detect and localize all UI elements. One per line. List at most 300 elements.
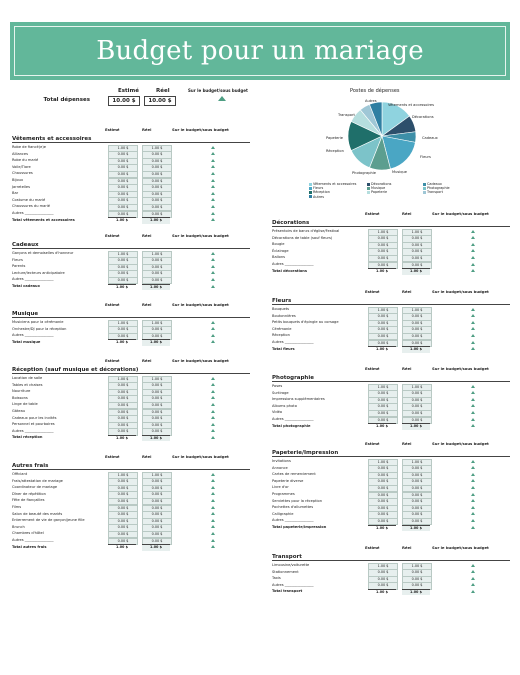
estime-cell[interactable]: 0.00 $ xyxy=(108,333,138,341)
estime-cell[interactable]: 0.00 $ xyxy=(108,395,138,403)
estime-cell[interactable]: 0.00 $ xyxy=(368,403,398,411)
reel-cell[interactable]: 0.00 $ xyxy=(142,382,172,390)
total-reel: 1.00 $ xyxy=(402,589,430,596)
table-row xyxy=(12,497,250,504)
table-row xyxy=(272,491,510,498)
table-row xyxy=(272,458,510,465)
estime-cell[interactable]: 0.00 $ xyxy=(108,264,138,272)
col-header-sur-sous: Sur le budget/sous budget xyxy=(432,441,489,446)
reel-cell[interactable]: 0.00 $ xyxy=(142,524,172,532)
reel-cell[interactable]: 0.00 $ xyxy=(402,390,432,398)
section-divider xyxy=(12,373,250,374)
status-up-icon xyxy=(211,152,215,155)
status-up-icon xyxy=(211,278,215,281)
row-label: Tables et chaises xyxy=(12,382,43,387)
estime-cell[interactable]: 1.00 $ xyxy=(368,384,398,392)
status-up-icon xyxy=(471,243,475,246)
estime-cell[interactable]: 0.00 $ xyxy=(108,428,138,436)
estime-cell[interactable]: 0.00 $ xyxy=(108,158,138,166)
table-row xyxy=(12,184,250,191)
table-row xyxy=(12,197,250,204)
status-up-icon xyxy=(211,321,215,324)
estime-cell[interactable]: 0.00 $ xyxy=(108,389,138,397)
row-label: Costume du marié xyxy=(12,197,46,202)
total-label: Total décorations xyxy=(272,268,307,273)
row-label: Taxis xyxy=(272,576,281,581)
estime-cell[interactable]: 0.00 $ xyxy=(108,538,138,546)
estime-cell[interactable]: 0.00 $ xyxy=(108,326,138,334)
reel-cell[interactable]: 0.00 $ xyxy=(142,257,172,265)
total-row xyxy=(12,283,250,290)
reel-cell[interactable]: 0.00 $ xyxy=(142,538,172,546)
estime-cell[interactable]: 0.00 $ xyxy=(108,409,138,417)
row-label: Bougie xyxy=(272,242,285,247)
legend-swatch xyxy=(423,191,426,194)
legend-label: Photographie xyxy=(427,186,450,191)
estime-cell[interactable]: 0.00 $ xyxy=(368,313,398,321)
estime-cell[interactable]: 0.00 $ xyxy=(368,255,398,263)
table-row xyxy=(12,491,250,498)
reel-cell[interactable]: 0.00 $ xyxy=(402,511,432,519)
table-row xyxy=(12,408,250,415)
status-up-icon xyxy=(211,334,215,337)
reel-cell[interactable]: 0.00 $ xyxy=(402,333,432,341)
estime-cell[interactable]: 0.00 $ xyxy=(368,397,398,405)
estime-cell[interactable]: 0.00 $ xyxy=(108,498,138,506)
estime-cell[interactable]: 0.00 $ xyxy=(368,340,398,348)
reel-cell[interactable]: 0.00 $ xyxy=(402,518,432,526)
legend-swatch xyxy=(423,187,426,190)
row-label: Orchestre/DJ pour la réception xyxy=(12,326,67,331)
reel-cell[interactable]: 0.00 $ xyxy=(142,389,172,397)
row-label: Autres ________________ xyxy=(272,262,314,266)
col-header-reel: Réel xyxy=(142,454,152,459)
reel-cell[interactable]: 0.00 $ xyxy=(402,403,432,411)
status-up-icon xyxy=(471,570,475,573)
col-header-sur-sous: Sur le budget/sous budget xyxy=(172,454,229,459)
status-up-icon xyxy=(471,460,475,463)
status-up-icon xyxy=(471,493,475,496)
status-up-icon xyxy=(471,321,475,324)
estime-cell[interactable]: 0.00 $ xyxy=(368,248,398,256)
col-header-estime: Estimé xyxy=(105,302,120,307)
reel-cell[interactable]: 0.00 $ xyxy=(142,415,172,423)
col-header-reel: Réel xyxy=(402,211,412,216)
reel-cell[interactable]: 0.00 $ xyxy=(402,340,432,348)
table-row xyxy=(12,401,250,408)
reel-cell[interactable]: 0.00 $ xyxy=(142,498,172,506)
reel-cell[interactable]: 0.00 $ xyxy=(402,465,432,473)
status-up-icon xyxy=(211,545,215,548)
reel-cell[interactable]: 0.00 $ xyxy=(142,151,172,159)
table-row xyxy=(12,177,250,184)
status-up-icon xyxy=(211,390,215,393)
reel-cell[interactable]: 0.00 $ xyxy=(142,158,172,166)
col-header-sur-sous: Sur le budget/sous budget xyxy=(432,211,489,216)
reel-cell[interactable]: 0.00 $ xyxy=(142,422,172,430)
status-up-icon xyxy=(211,532,215,535)
table-row xyxy=(12,144,250,151)
reel-cell[interactable]: 0.00 $ xyxy=(402,485,432,493)
estime-cell[interactable]: 0.00 $ xyxy=(108,518,138,526)
table-row xyxy=(12,382,250,389)
status-up-icon xyxy=(211,410,215,413)
col-header-reel: Réel xyxy=(402,545,412,550)
estime-cell[interactable]: 0.00 $ xyxy=(108,415,138,423)
status-up-icon xyxy=(471,583,475,586)
table-row xyxy=(12,375,250,382)
estime-cell[interactable]: 0.00 $ xyxy=(108,164,138,172)
status-up-icon xyxy=(211,486,215,489)
legend-label: Transport xyxy=(427,190,443,195)
reel-cell[interactable]: 0.00 $ xyxy=(402,326,432,334)
total-label: Total fleurs xyxy=(272,346,295,351)
table-row xyxy=(272,471,510,478)
row-label: Alliances xyxy=(12,151,28,156)
estime-cell[interactable]: 0.00 $ xyxy=(368,465,398,473)
estime-cell[interactable]: 0.00 $ xyxy=(368,235,398,243)
table-row xyxy=(12,257,250,264)
col-header-estime: Estimé xyxy=(105,454,120,459)
estime-cell[interactable]: 0.00 $ xyxy=(368,326,398,334)
estime-cell[interactable]: 0.00 $ xyxy=(368,410,398,418)
estime-cell[interactable]: 0.00 $ xyxy=(368,320,398,328)
estime-cell[interactable]: 0.00 $ xyxy=(108,151,138,159)
status-up-icon xyxy=(471,341,475,344)
table-row xyxy=(12,471,250,478)
reel-cell[interactable]: 0.00 $ xyxy=(402,255,432,263)
table-row xyxy=(12,151,250,158)
summary-total-reel[interactable]: 10.00 $ xyxy=(144,96,176,106)
estime-cell[interactable]: 0.00 $ xyxy=(108,485,138,493)
reel-cell[interactable]: 0.00 $ xyxy=(142,264,172,272)
estime-cell[interactable]: 0.00 $ xyxy=(368,511,398,519)
row-label: Autres ________________ xyxy=(272,417,314,421)
summary-total-estime[interactable]: 10.00 $ xyxy=(108,96,140,106)
reel-cell[interactable]: 0.00 $ xyxy=(142,164,172,172)
estime-cell[interactable]: 1.00 $ xyxy=(368,563,398,571)
reel-cell[interactable]: 0.00 $ xyxy=(142,197,172,205)
table-row xyxy=(12,157,250,164)
estime-cell[interactable]: 0.00 $ xyxy=(368,569,398,577)
estime-cell[interactable]: 0.00 $ xyxy=(108,178,138,186)
estime-cell[interactable]: 0.00 $ xyxy=(108,204,138,212)
summary-block xyxy=(40,88,270,108)
reel-cell[interactable]: 0.00 $ xyxy=(402,417,432,425)
row-label: Lecture/lecteurs anticipatoire xyxy=(12,270,65,275)
status-up-icon xyxy=(211,185,215,188)
row-label: Éclairage xyxy=(272,248,289,253)
table-row xyxy=(272,484,510,491)
reel-cell[interactable]: 0.00 $ xyxy=(402,505,432,513)
status-up-icon xyxy=(471,473,475,476)
estime-cell[interactable]: 0.00 $ xyxy=(108,478,138,486)
estime-cell[interactable]: 0.00 $ xyxy=(368,417,398,425)
reel-cell[interactable]: 0.00 $ xyxy=(402,410,432,418)
estime-cell[interactable]: 0.00 $ xyxy=(368,518,398,526)
reel-cell[interactable]: 1.00 $ xyxy=(402,384,432,392)
estime-cell[interactable]: 1.00 $ xyxy=(108,251,138,259)
section-title: Autres frais xyxy=(12,463,49,469)
status-up-icon xyxy=(471,391,475,394)
total-reel: 1.00 $ xyxy=(142,339,170,346)
table-row xyxy=(272,248,510,255)
status-up-icon xyxy=(211,403,215,406)
table-row xyxy=(12,395,250,402)
total-label: Total autres frais xyxy=(12,544,47,549)
table-row xyxy=(12,478,250,485)
estime-cell[interactable]: 0.00 $ xyxy=(368,472,398,480)
estime-cell[interactable]: 0.00 $ xyxy=(368,390,398,398)
reel-cell[interactable]: 0.00 $ xyxy=(402,569,432,577)
estime-cell[interactable]: 0.00 $ xyxy=(108,197,138,205)
table-row xyxy=(272,569,510,576)
table-row xyxy=(12,332,250,339)
reel-cell[interactable]: 1.00 $ xyxy=(142,376,172,384)
reel-cell[interactable]: 0.00 $ xyxy=(142,211,172,219)
estime-cell[interactable]: 1.00 $ xyxy=(368,459,398,467)
estime-cell[interactable]: 0.00 $ xyxy=(368,478,398,486)
total-row xyxy=(272,346,510,353)
table-row xyxy=(272,517,510,524)
reel-cell[interactable]: 0.00 $ xyxy=(142,505,172,513)
table-row xyxy=(272,228,510,235)
estime-cell[interactable]: 0.00 $ xyxy=(108,191,138,199)
row-label: Stationnement xyxy=(272,569,299,574)
row-label: Présentoirs de bancs d'église/Festival xyxy=(272,229,340,233)
estime-cell[interactable]: 0.00 $ xyxy=(108,211,138,219)
reel-cell[interactable]: 0.00 $ xyxy=(402,313,432,321)
reel-cell[interactable]: 0.00 $ xyxy=(142,409,172,417)
reel-cell[interactable]: 0.00 $ xyxy=(402,262,432,270)
estime-cell[interactable]: 0.00 $ xyxy=(108,511,138,519)
table-row xyxy=(272,313,510,320)
status-up-icon xyxy=(211,492,215,495)
title-banner xyxy=(10,22,510,80)
reel-cell[interactable]: 1.00 $ xyxy=(402,307,432,315)
reel-cell[interactable]: 1.00 $ xyxy=(142,145,172,153)
status-up-icon xyxy=(211,285,215,288)
table-row xyxy=(272,326,510,333)
status-up-icon xyxy=(471,249,475,252)
estime-cell[interactable]: 0.00 $ xyxy=(368,492,398,500)
table-row xyxy=(12,537,250,544)
table-row xyxy=(12,319,250,326)
table-row xyxy=(272,562,510,569)
estime-cell[interactable]: 0.00 $ xyxy=(108,531,138,539)
estime-cell[interactable]: 1.00 $ xyxy=(108,320,138,328)
col-header-estime: Estimé xyxy=(365,545,380,550)
reel-cell[interactable]: 1.00 $ xyxy=(142,472,172,480)
estime-cell[interactable]: 1.00 $ xyxy=(108,145,138,153)
col-header-estime: Estimé xyxy=(365,366,380,371)
total-reel: 1.00 $ xyxy=(142,217,170,224)
reel-cell[interactable]: 0.00 $ xyxy=(142,326,172,334)
estime-cell[interactable]: 0.00 $ xyxy=(108,382,138,390)
total-label: Total transport xyxy=(272,589,303,594)
estime-cell[interactable]: 0.00 $ xyxy=(108,171,138,179)
reel-cell[interactable]: 0.00 $ xyxy=(402,397,432,405)
pie-label: Vêtements et accessoires xyxy=(388,103,434,107)
reel-cell[interactable]: 0.00 $ xyxy=(402,582,432,590)
estime-cell[interactable]: 0.00 $ xyxy=(368,485,398,493)
reel-cell[interactable]: 0.00 $ xyxy=(402,242,432,250)
estime-cell[interactable]: 0.00 $ xyxy=(108,505,138,513)
estime-cell[interactable]: 1.00 $ xyxy=(108,472,138,480)
pie-label: Photographie xyxy=(352,171,376,175)
section-divider xyxy=(12,248,250,249)
col-header-reel: Réel xyxy=(402,289,412,294)
row-label: Musiciens pour la cérémonie xyxy=(12,320,64,324)
status-up-icon xyxy=(211,271,215,274)
reel-cell[interactable]: 0.00 $ xyxy=(142,178,172,186)
section-divider xyxy=(272,226,510,227)
reel-cell[interactable]: 0.00 $ xyxy=(142,270,172,278)
estime-cell[interactable]: 0.00 $ xyxy=(368,242,398,250)
reel-cell[interactable]: 0.00 $ xyxy=(402,492,432,500)
status-up-icon xyxy=(211,218,215,221)
estime-cell[interactable]: 0.00 $ xyxy=(108,491,138,499)
col-header-reel: Réel xyxy=(142,302,152,307)
status-up-icon xyxy=(211,179,215,182)
row-label: Papeterie diverse xyxy=(272,478,304,483)
row-label: Albums photo xyxy=(272,403,297,408)
estime-cell[interactable]: 0.00 $ xyxy=(108,184,138,192)
status-up-icon xyxy=(471,499,475,502)
reel-cell[interactable]: 0.00 $ xyxy=(142,204,172,212)
legend-label: Décorations xyxy=(371,182,392,186)
reel-cell[interactable]: 0.00 $ xyxy=(142,531,172,539)
row-label: Autres ________________ xyxy=(272,518,314,523)
reel-cell[interactable]: 0.00 $ xyxy=(142,485,172,493)
estime-cell[interactable]: 0.00 $ xyxy=(368,505,398,513)
row-label: Décorations de table (sauf fleurs) xyxy=(272,235,333,240)
status-up-icon xyxy=(471,577,475,580)
reel-cell[interactable]: 0.00 $ xyxy=(142,491,172,499)
estime-cell[interactable]: 1.00 $ xyxy=(368,229,398,237)
reel-cell[interactable]: 0.00 $ xyxy=(142,428,172,436)
status-up-icon xyxy=(211,539,215,542)
section-divider xyxy=(272,560,510,561)
table-row xyxy=(12,511,250,518)
section-title: Décorations xyxy=(272,220,310,226)
estime-cell[interactable]: 0.00 $ xyxy=(368,498,398,506)
estime-cell[interactable]: 0.00 $ xyxy=(108,270,138,278)
table-row xyxy=(12,504,250,511)
section-title: Cadeaux xyxy=(12,242,39,248)
table-row xyxy=(272,241,510,248)
reel-cell[interactable]: 0.00 $ xyxy=(142,511,172,519)
status-up-icon xyxy=(211,396,215,399)
reel-cell[interactable]: 0.00 $ xyxy=(142,277,172,285)
row-label: Livre d'or xyxy=(272,485,289,490)
row-label: Robe du marié xyxy=(12,158,39,163)
reel-cell[interactable]: 0.00 $ xyxy=(402,320,432,328)
reel-cell[interactable]: 0.00 $ xyxy=(142,518,172,526)
status-up-icon xyxy=(471,308,475,311)
reel-cell[interactable]: 0.00 $ xyxy=(402,248,432,256)
table-row xyxy=(272,339,510,346)
reel-cell[interactable]: 1.00 $ xyxy=(402,459,432,467)
reel-cell[interactable]: 1.00 $ xyxy=(402,563,432,571)
summary-sur-sous-header: Sur le budget/sous budget xyxy=(188,88,248,93)
estime-cell[interactable]: 0.00 $ xyxy=(368,333,398,341)
row-label: Poses xyxy=(272,384,283,388)
reel-cell[interactable]: 1.00 $ xyxy=(402,229,432,237)
status-up-icon xyxy=(211,172,215,175)
reel-cell[interactable]: 0.00 $ xyxy=(142,184,172,192)
table-row xyxy=(12,164,250,171)
estime-cell[interactable]: 0.00 $ xyxy=(368,582,398,590)
status-up-icon xyxy=(211,512,215,515)
legend-item xyxy=(367,190,387,194)
col-header-estime: Estimé xyxy=(105,358,120,363)
reel-cell[interactable]: 0.00 $ xyxy=(142,395,172,403)
legend-label: Cadeaux xyxy=(427,182,442,186)
reel-cell[interactable]: 1.00 $ xyxy=(142,251,172,259)
estime-cell[interactable]: 1.00 $ xyxy=(108,376,138,384)
row-label: Serviettes pour la réception xyxy=(272,498,323,503)
estime-cell[interactable]: 0.00 $ xyxy=(108,524,138,532)
reel-cell[interactable]: 0.00 $ xyxy=(142,191,172,199)
pie-label: Réception xyxy=(326,149,344,153)
reel-cell[interactable]: 0.00 $ xyxy=(402,498,432,506)
row-label: Autres ________________ xyxy=(12,428,54,433)
summary-reel-header: Réel xyxy=(156,88,170,94)
status-up-icon xyxy=(471,479,475,482)
reel-cell[interactable]: 0.00 $ xyxy=(142,478,172,486)
legend-item xyxy=(423,190,443,194)
reel-cell[interactable]: 0.00 $ xyxy=(402,576,432,584)
row-label: Impressions supplémentaires xyxy=(272,397,325,402)
total-reel: 1.00 $ xyxy=(402,525,430,532)
row-label: Dîner de répétition xyxy=(12,491,46,496)
estime-cell[interactable]: 0.00 $ xyxy=(108,257,138,265)
table-row xyxy=(272,575,510,582)
row-label: Cadeaux pour les invités xyxy=(12,415,57,420)
legend-swatch xyxy=(423,183,426,186)
estime-cell[interactable]: 1.00 $ xyxy=(368,307,398,315)
row-label: Bijoux xyxy=(12,178,24,182)
table-row xyxy=(12,530,250,537)
estime-cell[interactable]: 0.00 $ xyxy=(108,277,138,285)
reel-cell[interactable]: 0.00 $ xyxy=(402,478,432,486)
reel-cell[interactable]: 0.00 $ xyxy=(142,402,172,410)
status-up-icon xyxy=(471,590,475,593)
table-row xyxy=(12,190,250,197)
status-up-icon xyxy=(211,192,215,195)
status-up-icon xyxy=(211,340,215,343)
col-header-sur-sous: Sur le budget/sous budget xyxy=(432,545,489,550)
reel-cell[interactable]: 1.00 $ xyxy=(142,320,172,328)
estime-cell[interactable]: 0.00 $ xyxy=(108,402,138,410)
estime-cell[interactable]: 0.00 $ xyxy=(368,262,398,270)
reel-cell[interactable]: 0.00 $ xyxy=(142,171,172,179)
status-up-icon xyxy=(211,416,215,419)
reel-cell[interactable]: 0.00 $ xyxy=(142,333,172,341)
section-title: Photographie xyxy=(272,375,314,381)
section-divider xyxy=(272,456,510,457)
estime-cell[interactable]: 0.00 $ xyxy=(368,576,398,584)
status-up-icon xyxy=(211,165,215,168)
col-header-estime: Estimé xyxy=(365,441,380,446)
table-row xyxy=(272,332,510,339)
estime-cell[interactable]: 0.00 $ xyxy=(108,422,138,430)
total-reel: 1.00 $ xyxy=(142,544,170,551)
reel-cell[interactable]: 0.00 $ xyxy=(402,235,432,243)
reel-cell[interactable]: 0.00 $ xyxy=(402,472,432,480)
row-label: Invitations xyxy=(272,459,291,463)
